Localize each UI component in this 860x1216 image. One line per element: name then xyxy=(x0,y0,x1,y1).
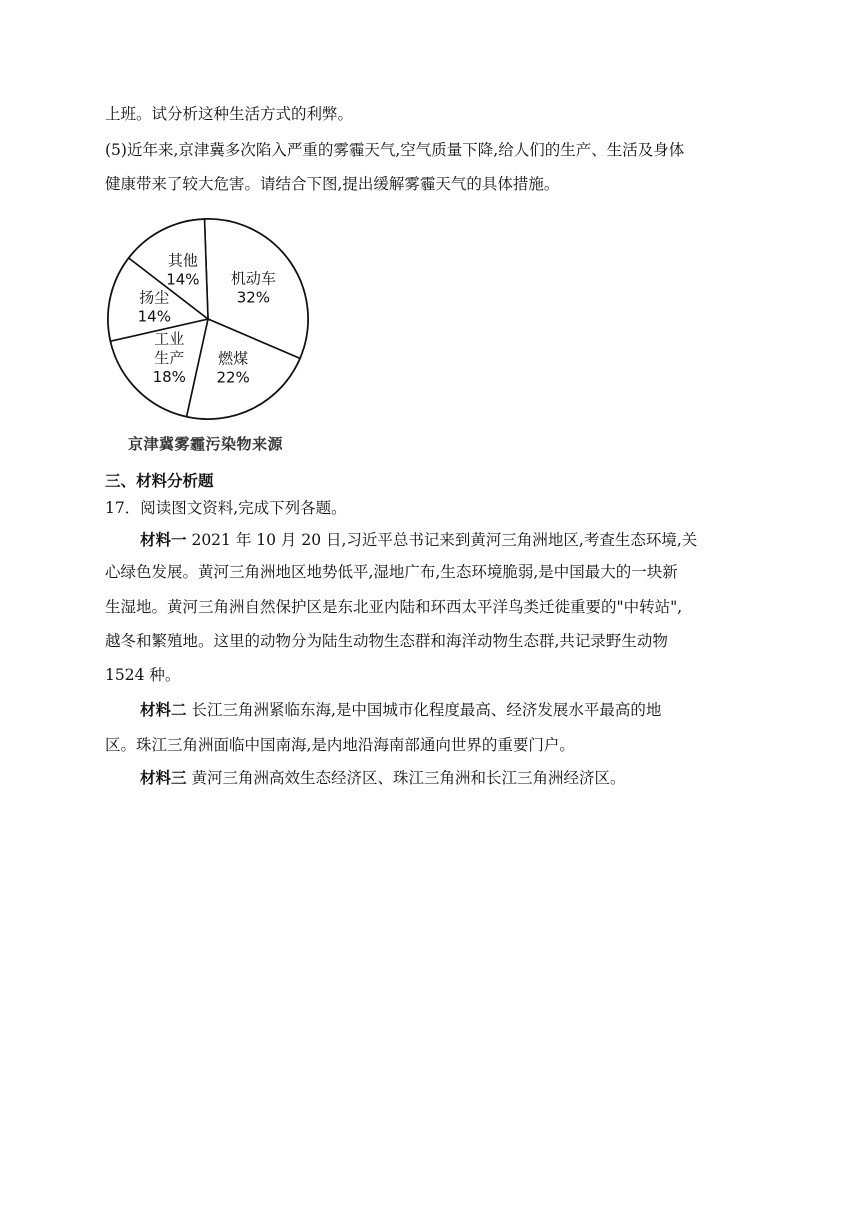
material-1-text-4: 越冬和繁殖地。这里的动物分为陆生动物生态群和海洋动物生态群,共记录野生动物 xyxy=(105,632,668,650)
material-1-first-line xyxy=(140,530,697,550)
pie-value-label-4: 14% xyxy=(166,270,200,289)
pie-value-label-3: 14% xyxy=(137,307,171,326)
pie-value-label-2: 18% xyxy=(152,368,186,387)
pie-category-label-4: 其他 xyxy=(167,251,198,270)
material-1-text-5: 1524 种。 xyxy=(105,666,181,684)
pie-category-label-1: 燃煤 xyxy=(218,349,249,368)
material-1-text-1: 2021 年 10 月 20 日,习近平总书记来到黄河三角洲地区,考查生态环境,关 xyxy=(191,531,698,549)
text-line-1: 上班。试分析这种生活方式的利弊。 xyxy=(105,105,354,123)
pie-category-label-0: 机动车 xyxy=(230,269,276,288)
material-2-label: 材料二 xyxy=(140,701,187,719)
material-3-text: 黄河三角洲高效生态经济区、珠江三角洲和长江三角洲经济区。 xyxy=(191,769,626,787)
pie-value-label-0: 32% xyxy=(236,288,271,307)
pie-chart xyxy=(100,210,320,432)
material-3-label: 材料三 xyxy=(140,769,187,787)
question-17: 17．阅读图文资料,完成下列各题。 xyxy=(105,499,347,517)
material-1-label: 材料一 xyxy=(140,531,187,549)
material-2-text-2: 区。珠江三角洲面临中国南海,是内地沿海南部通向世界的重要门户。 xyxy=(105,736,575,754)
pie-category-label-3: 扬尘 xyxy=(139,288,170,307)
text-line-2: (5)近年来,京津冀多次陷入严重的雾霾天气,空气质量下降,给人们的生产、生活及身体 xyxy=(105,141,685,159)
pie-value-label-1: 22% xyxy=(216,368,250,387)
pie-category-label-2: 工业 xyxy=(154,330,185,349)
chart-caption: 京津冀雾霾污染物来源 xyxy=(128,435,284,453)
material-1-text-2: 心绿色发展。黄河三角洲地区地势低平,湿地广布,生态环境脆弱,是中国最大的一块新 xyxy=(105,563,678,581)
text-line-3: 健康带来了较大危害。请结合下图,提出缓解雾霾天气的具体措施。 xyxy=(105,175,560,193)
pie-category-label-2: 生产 xyxy=(154,349,185,368)
material-1-text-3: 生湿地。黄河三角洲自然保护区是东北亚内陆和环西太平洋鸟类迁徙重要的"中转站", xyxy=(105,598,683,616)
material-2-text-1: 长江三角洲紧临东海,是中国城市化程度最高、经济发展水平最高的地 xyxy=(191,701,662,719)
section-title: 三、材料分析题 xyxy=(105,472,214,490)
material-2-first-line xyxy=(140,700,661,720)
material-3-line xyxy=(140,768,625,788)
